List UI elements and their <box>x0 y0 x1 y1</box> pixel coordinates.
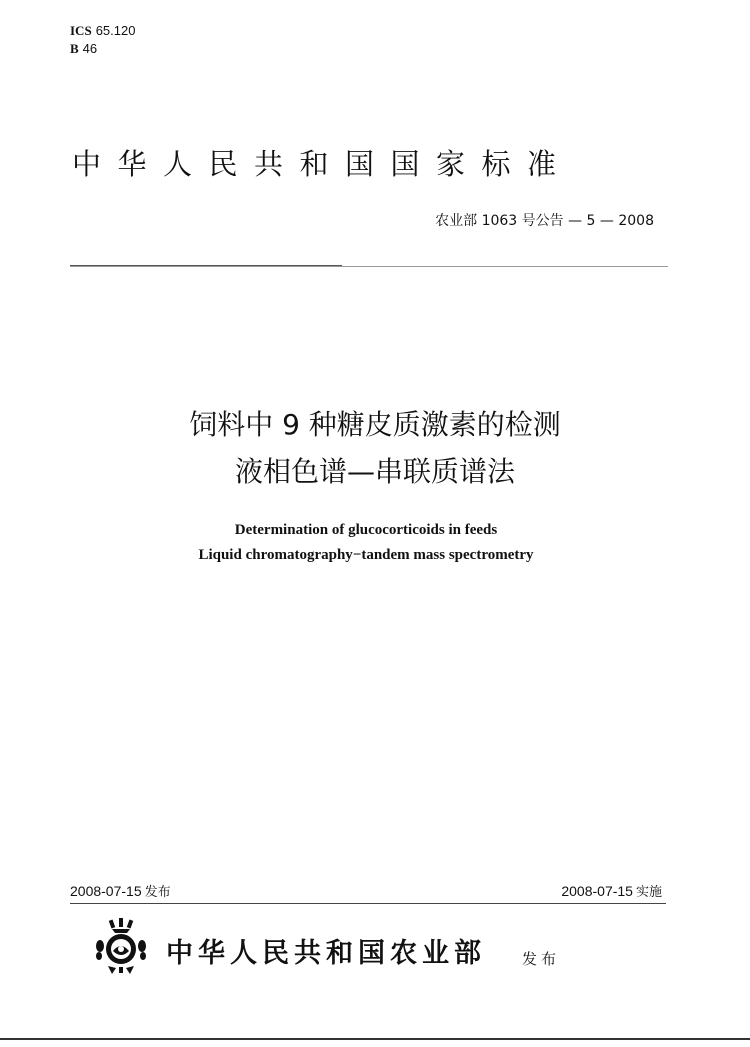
issue-date: 2008-07-15 <box>70 883 142 899</box>
ccs-value: 46 <box>82 41 98 56</box>
issue-word: 发布 <box>144 885 171 900</box>
title-zh-line2: 液相色谱—串联质谱法 <box>234 455 515 488</box>
standard-number: 农业部 1063 号公告 — 5 — 2008 <box>435 213 654 229</box>
bottom-divider <box>70 903 666 904</box>
implementation-date: 2008-07-15 <box>561 883 633 899</box>
issuer-name: 中华人民共和国农业部 <box>166 938 486 969</box>
implementation-word: 实施 <box>635 885 662 900</box>
title-en-line2: Liquid chromatography−tandem mass spectrometry <box>198 547 534 563</box>
ccs-code <box>70 41 97 56</box>
ccs-label: B <box>70 41 79 56</box>
standard-title: 中华人民共和国国家标准 <box>72 147 573 181</box>
ics-value: 65.120 <box>95 23 136 38</box>
ics-code <box>70 23 135 38</box>
top-divider-accent <box>70 265 342 266</box>
issue-date-line <box>70 882 171 902</box>
implementation-date-line <box>561 882 662 902</box>
title-en-line1: Determination of glucocorticoids in feeds <box>234 522 498 538</box>
ministry-emblem-icon <box>90 916 152 978</box>
top-divider <box>70 266 668 267</box>
title-zh-line1: 饲料中 9 种糖皮质激素的检测 <box>189 408 561 441</box>
issuer-suffix: 发布 <box>522 950 561 968</box>
ics-label: ICS <box>70 23 92 38</box>
page-edge-line <box>0 1038 750 1040</box>
